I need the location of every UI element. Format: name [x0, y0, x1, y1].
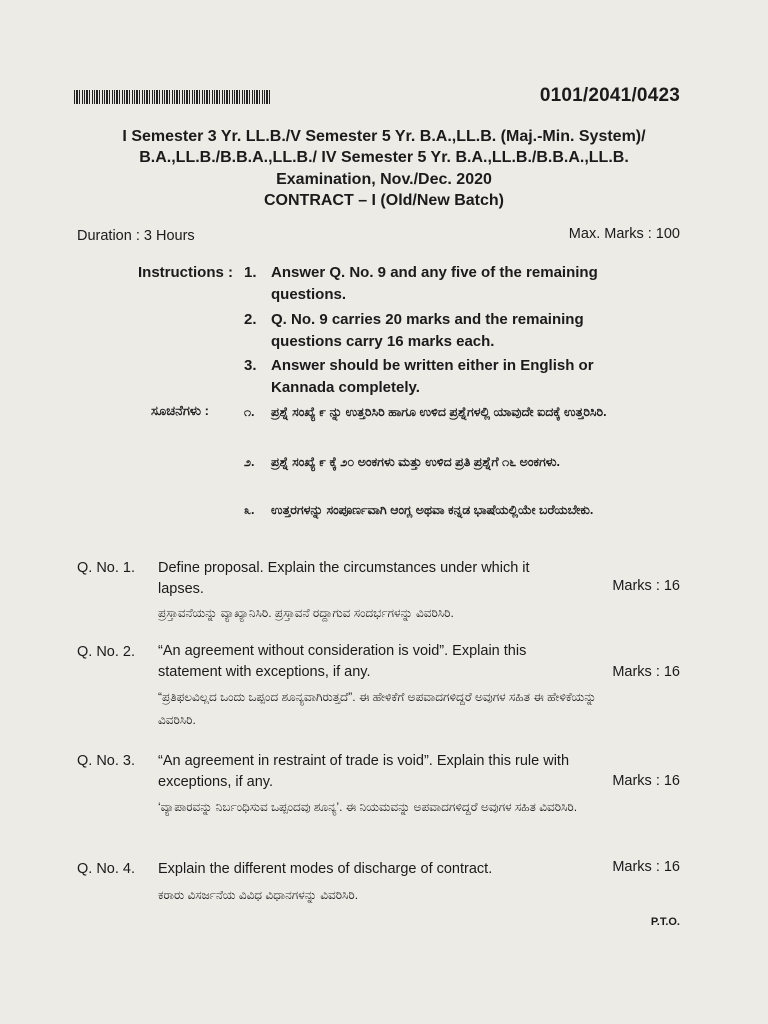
- duration: Duration : 3 Hours: [77, 228, 195, 244]
- instructions-label: Instructions :: [138, 264, 234, 281]
- instruction-number: 2.: [244, 311, 257, 328]
- title-line-1: I Semester 3 Yr. LL.B./V Semester 5 Yr. B.A.,LL.B. (Maj.-Min. System)/: [122, 128, 646, 145]
- kannada-instruction-item: [244, 451, 664, 473]
- question-text: “An agreement without consideration is void”. Explain this statement with exceptions, if any.: [158, 643, 527, 680]
- paper-code: 0101/2041/0423: [539, 85, 680, 106]
- instruction-item: [244, 309, 644, 350]
- instruction-number: 1.: [244, 264, 257, 281]
- kannada-instruction-item: [244, 499, 664, 521]
- instruction-text: Q. No. 9 carries 20 marks and the remaining questions carry 16 marks each.: [271, 311, 584, 350]
- question-text: Define proposal. Explain the circumstances under which it lapses.: [158, 560, 530, 597]
- kannada-instructions-label: ಸೂಚನೆಗಳು :: [151, 403, 209, 418]
- instruction-text: Answer Q. No. 9 and any five of the remaining questions.: [271, 264, 598, 303]
- kannada-instruction-number: ೩.: [244, 503, 255, 517]
- instruction-item: [244, 262, 644, 303]
- title-line-2: B.A.,LL.B./B.B.A.,LL.B./ IV Semester 5 Yr. B.A.,LL.B./B.B.A.,LL.B.: [139, 149, 629, 166]
- subject-title: CONTRACT – I (Old/New Batch): [263, 192, 504, 209]
- question-text-kannada: “ಪ್ರತಿಫಲವಿಲ್ಲದ ಒಂದು ಒಪ್ಪಂದ ಶೂನ್ಯವಾಗಿರುತ್ತದೆ”. ಈ ಹೇಳಿಕೆಗೆ ಅಪವಾದಗಳಿದ್ದರೆ ಅವುಗಳ ಸಹಿತ ಈ ಹೇಳಿಕೆಯನ್ನು ವಿವರಿಸಿರಿ.: [158, 690, 597, 727]
- instruction-text: Answer should be written either in English or Kannada completely.: [271, 357, 594, 396]
- question-marks: Marks : 16: [612, 773, 680, 789]
- title-line-3: Examination, Nov./Dec. 2020: [276, 171, 492, 188]
- instruction-item: [244, 355, 644, 396]
- kannada-instruction-text: ಉತ್ತರಗಳನ್ನು ಸಂಪೂರ್ಣವಾಗಿ ಆಂಗ್ಲ ಅಥವಾ ಕನ್ನಡ ಭಾಷೆಯಲ್ಲಿಯೇ ಬರೆಯಬೇಕು.: [271, 503, 594, 517]
- question-marks: Marks : 16: [612, 578, 680, 594]
- kannada-instruction-item: [244, 401, 664, 423]
- question-number: Q. No. 2.: [77, 644, 136, 660]
- kannada-instruction-number: ೧.: [244, 405, 255, 419]
- question-text: Explain the different modes of discharge of contract.: [158, 861, 493, 877]
- barcode: [74, 90, 270, 104]
- question-text-kannada: ಕರಾರು ವಿಸರ್ಜನೆಯ ವಿವಿಧ ವಿಧಾನಗಳನ್ನು ವಿವರಿಸಿರಿ.: [158, 888, 359, 902]
- max-marks: Max. Marks : 100: [568, 226, 680, 242]
- question-text-kannada: ‘ವ್ಯಾಪಾರವನ್ನು ನಿರ್ಬಂಧಿಸುವ ಒಪ್ಪಂದವು ಶೂನ್ಯ’. ಈ ನಿಯಮವನ್ನು ಅಪವಾದಗಳಿದ್ದರೆ ಅವುಗಳ ಸಹಿತ ವಿವರಿಸಿರಿ.: [158, 800, 578, 814]
- instruction-number: 3.: [244, 357, 257, 374]
- pto-label: P.T.O.: [650, 916, 680, 928]
- question-number: Q. No. 1.: [77, 560, 136, 576]
- question-marks: Marks : 16: [612, 859, 680, 875]
- question-text-kannada: ಪ್ರಸ್ತಾವನೆಯನ್ನು ವ್ಯಾಖ್ಯಾನಿಸಿರಿ. ಪ್ರಸ್ತಾವನೆ ರದ್ದಾಗುವ ಸಂದರ್ಭಗಳನ್ನು ವಿವರಿಸಿರಿ.: [158, 606, 454, 620]
- question-number: Q. No. 3.: [77, 753, 136, 769]
- question-marks: Marks : 16: [612, 664, 680, 680]
- question-number: Q. No. 4.: [77, 861, 136, 877]
- question-text: “An agreement in restraint of trade is void”. Explain this rule with exceptions, if any.: [158, 753, 570, 790]
- kannada-instruction-text: ಪ್ರಶ್ನೆ ಸಂಖ್ಯೆ ೯ ನ್ನು ಉತ್ತರಿಸಿರಿ ಹಾಗೂ ಉಳಿದ ಪ್ರಶ್ನೆಗಳಲ್ಲಿ ಯಾವುದೇ ಐದಕ್ಕೆ ಉತ್ತರಿಸಿರಿ.: [271, 405, 607, 419]
- kannada-instruction-text: ಪ್ರಶ್ನೆ ಸಂಖ್ಯೆ ೯ ಕ್ಕೆ ೨೦ ಅಂಕಗಳು ಮತ್ತು ಉಳಿದ ಪ್ರತಿ ಪ್ರಶ್ನೆಗೆ ೧೬ ಅಂಕಗಳು.: [271, 455, 561, 469]
- kannada-instruction-number: ೨.: [244, 455, 255, 469]
